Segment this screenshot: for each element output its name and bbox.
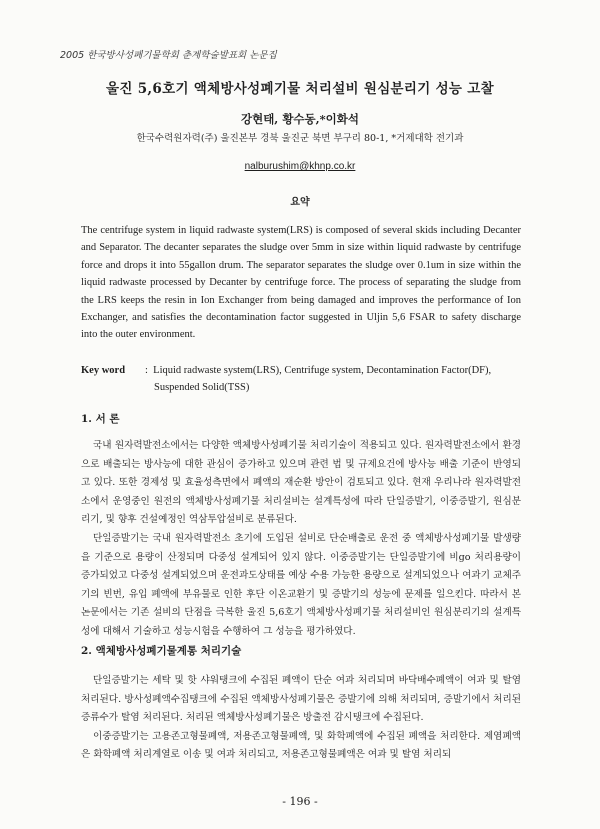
running-header: 2005 한국방사성폐기물학회 춘계학술발표회 논문집 xyxy=(60,50,277,61)
keywords xyxy=(81,362,531,397)
abstract-text: The centrifuge system in liquid radwaste system(LRS) is composed of several skids including Decanter and Separator. The decanter separates the sludge over 5mm in size within liquid radwaste by centrifuge force and drops it into 55gallon drum. The separator separates the sludge over 0.1um in size within the liquid radwaste processed by Decanter by centrifuge force. The process of separating the sludge from the LRS keeps the resin in Ion Exchanger from being damaged and improves the performance of Ion Exchanger, and satisfies the decontamination factor suggested in Uljin 5,6 FSAR to safety discharge into the outer environment. xyxy=(81,225,521,341)
section-2-paragraph-1: 단일증발기는 세탁 및 핫 샤워탱크에 수집된 폐액이 단순 여과 처리되며 바닥배수폐액이 여과 및 탈염 처리된다. 방사성폐액수집탱크에 수집된 액체방사성폐기물은 증발기에 의해 처리되며, 증발기에서 처리된 증류수가 탈염 처리된다. 처리된 액체방사성폐기물은 방출전 감시탱크에 수집된다. xyxy=(81,675,521,724)
section-2-paragraph-2: 이중증발기는 고용존고형물폐액, 저용존고형물폐액, 및 화학폐액에 수집된 폐액을 처리한다. 제염폐액은 화학폐액 처리계열로 이송 및 여과 처리되고, 저용존고형물폐액은 여과 및 탈염 처리되 xyxy=(81,730,521,761)
section-1-paragraph-2: 단일증발기는 국내 원자력발전소 초기에 도입된 설비로 단순배출로 운전 중 액체방사성폐기물 발생량을 기준으로 용량이 산정되며 다중성 설계되어 있지 않다. 이중증발기는 단일증발기에 비go 처리용량이 증가되었고 다중성 설계되었으며 운전과도상태를 예상 수용 가능한 용량으로 설계되었으나 여과기 교체주기의 빈번, 유입 폐액에 부유물로 인한 후단 이온교환기 및 증발기의 성능에 문제를 일으킨다. 따라서 본 논문에서는 기존 설비의 단점을 극복한 울진 5,6호기 액체방사성폐기물 처리설비인 원심분리기의 설계특성에 대해서 기술하고 성능시험을 수행하여 그 성능을 평가하였다. xyxy=(81,532,521,637)
section-1-body xyxy=(81,437,521,642)
paper-authors: 강현태, 황수동,*이화석 xyxy=(240,112,359,126)
keywords-line-1: Liquid radwaste system(LRS), Centrifuge system, Decontamination Factor(DF), xyxy=(153,365,492,376)
abstract-heading: 요약 xyxy=(290,197,310,208)
section-1-paragraph-1: 국내 원자력발전소에서는 다양한 액체방사성폐기물 처리기술이 적용되고 있다. 원자력발전소에서 환경으로 배출되는 방사능에 대한 관심이 증가하고 있으며 관련 법 및 규제요건에 방사능 배출 기준이 반영되고 있다. 또한 경제성 및 효율성측면에서 폐액의 재순환 방안이 검토되고 있다. 현재 우리나라 원자력발전소에서 운영중인 원전의 액체방사성폐기물 처리설비는 설계특성에 따라 단일증발기, 이중증발기, 원심분리기, 및 향후 건설예정인 역삼투압설비로 분류된다. xyxy=(81,440,521,526)
section-2-heading: 2. 액체방사성폐기물계통 처리기술 xyxy=(81,645,242,657)
author-email-link[interactable]: nalburushim@khnp.co.kr xyxy=(244,161,356,172)
keywords-line-2: Suspended Solid(TSS) xyxy=(154,382,250,394)
keywords-label: Key word xyxy=(81,365,126,376)
section-1-heading: 1. 서 론 xyxy=(81,413,120,425)
section-2-body xyxy=(81,672,521,765)
paper-title: 울진 5,6호기 액체방사성폐기물 처리설비 원심분리기 성능 고찰 xyxy=(106,81,494,97)
page-number: - 196 - xyxy=(282,795,318,808)
paper-affiliation: 한국수력원자력(주) 울진본부 경북 울진군 북면 부구리 80-1, *거제대학 전기과 xyxy=(136,133,464,144)
keywords-separator: : xyxy=(145,365,148,376)
